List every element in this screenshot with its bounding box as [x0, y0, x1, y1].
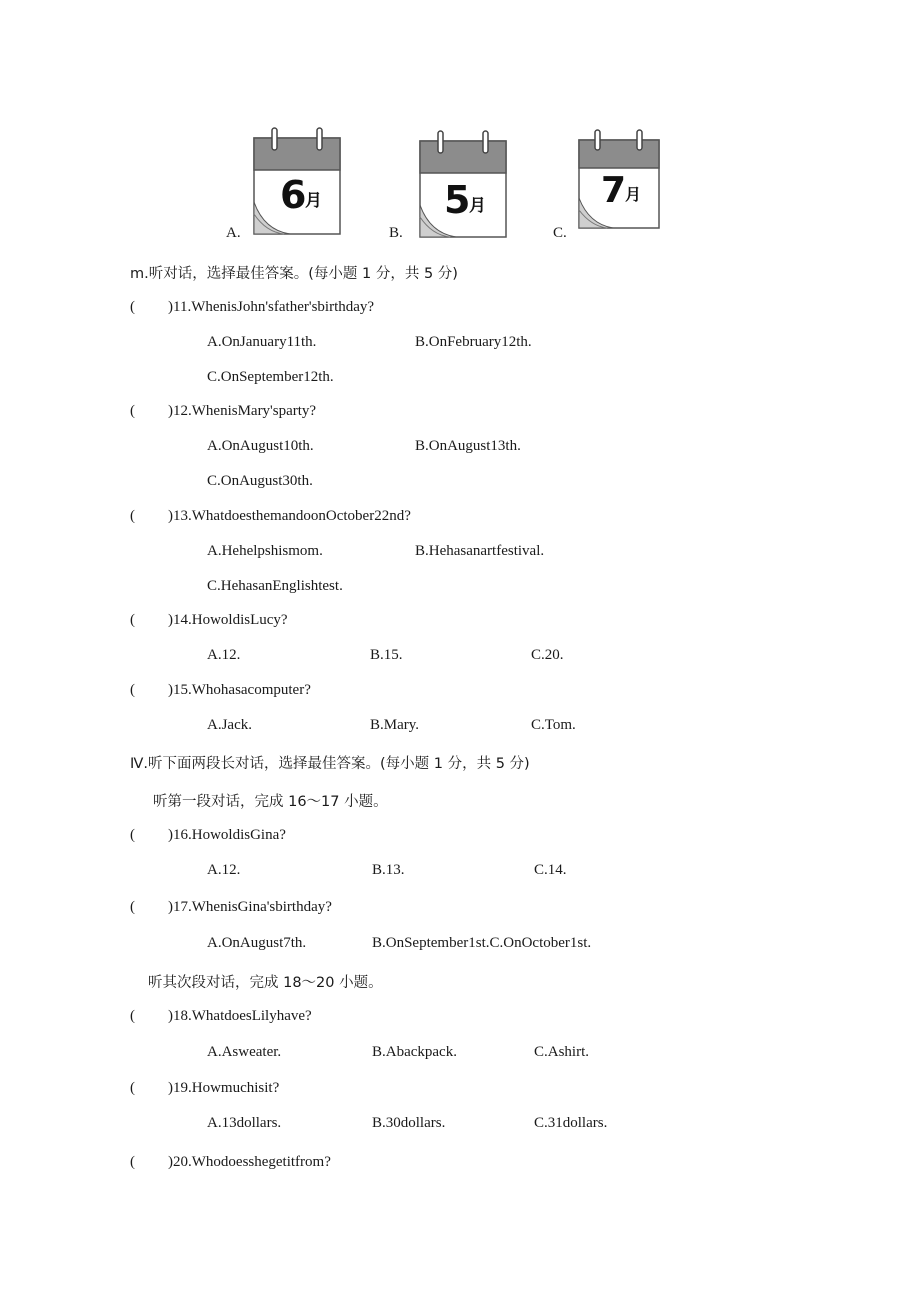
- option-c: C.Tom.: [531, 717, 576, 733]
- calendar-icon-c: [575, 124, 665, 232]
- calendar-icon-b: [416, 125, 511, 240]
- option-b: B.15.: [370, 647, 403, 663]
- option-c: C.OnSeptember12th.: [207, 369, 334, 385]
- option-a: A.Jack.: [207, 717, 252, 733]
- option-c: C.OnAugust30th.: [207, 473, 313, 489]
- question-text: 20.Whodoesshegetitfrom?: [173, 1154, 331, 1170]
- option-b: B.OnFebruary12th.: [415, 334, 532, 350]
- calendar-label-a: A.: [226, 225, 241, 241]
- answer-blank-close: ): [168, 299, 173, 315]
- question-text: 11.WhenisJohn'sfather'sbirthday?: [173, 299, 375, 315]
- answer-blank-close: ): [168, 1080, 173, 1096]
- calendar-a-number: 6: [280, 173, 307, 217]
- calendar-label-b: B.: [389, 225, 403, 241]
- answer-blank-open: (: [130, 1080, 135, 1096]
- answer-blank-open: (: [130, 403, 135, 419]
- option-b: B.OnAugust13th.: [415, 438, 521, 454]
- answer-blank-open: (: [130, 299, 135, 315]
- answer-blank-close: ): [168, 403, 173, 419]
- option-a: A.OnAugust10th.: [207, 438, 314, 454]
- option-c: C.Ashirt.: [534, 1044, 590, 1060]
- answer-blank-close: ): [168, 612, 173, 628]
- sub-instruction-2: 听其次段对话，完成 18～20 小题。: [148, 975, 383, 991]
- option-a: A.13dollars.: [207, 1115, 282, 1131]
- option-a: A.OnAugust7th.: [207, 935, 307, 951]
- question-text: 13.WhatdoesthemandoonOctober22nd?: [173, 508, 411, 524]
- sub-instruction-1: 听第一段对话，完成 16～17 小题。: [153, 794, 388, 810]
- answer-blank-open: (: [130, 1154, 135, 1170]
- answer-blank-close: ): [168, 827, 173, 843]
- question-text: 17.WhenisGina'sbirthday?: [173, 899, 332, 915]
- answer-blank-open: (: [130, 612, 135, 628]
- option-b: B.Abackpack.: [372, 1044, 457, 1060]
- option-b-c: B.OnSeptember1st.C.OnOctober1st.: [372, 935, 592, 951]
- answer-blank-close: ): [168, 1008, 173, 1024]
- answer-blank-open: (: [130, 682, 135, 698]
- answer-blank-close: ): [168, 899, 173, 915]
- answer-blank-open: (: [130, 899, 135, 915]
- question-text: 15.Whohasacomputer?: [173, 682, 311, 698]
- option-a: A.12.: [207, 647, 241, 663]
- answer-blank-open: (: [130, 1008, 135, 1024]
- calendar-icon-a: [250, 122, 345, 237]
- calendar-b-number: 5: [444, 178, 471, 222]
- question-text: 14.HowoldisLucy?: [173, 612, 288, 628]
- section-4-heading: Ⅳ.听下面两段长对话，选择最佳答案。(每小题 1 分，共 5 分): [130, 756, 530, 772]
- option-c: C.31dollars.: [534, 1115, 608, 1131]
- section-3-heading: m.听对话，选择最佳答案。(每小题 1 分，共 5 分): [130, 266, 458, 282]
- option-b: B.Mary.: [370, 717, 420, 733]
- option-b: B.13.: [372, 862, 405, 878]
- answer-blank-close: ): [168, 508, 173, 524]
- calendar-c-unit: 月: [625, 185, 642, 204]
- calendar-c-number: 7: [601, 170, 627, 211]
- question-text: 18.WhatdoesLilyhave?: [173, 1008, 312, 1024]
- option-b: B.Hehasanartfestival.: [415, 543, 545, 559]
- option-c: C.20.: [531, 647, 564, 663]
- option-c: C.HehasanEnglishtest.: [207, 578, 343, 594]
- calendar-b-unit: 月: [469, 196, 486, 216]
- option-a: A.OnJanuary11th.: [207, 334, 317, 350]
- question-text: 19.Howmuchisit?: [173, 1080, 280, 1096]
- calendar-a-unit: 月: [305, 191, 322, 211]
- question-text: 12.WhenisMary'sparty?: [173, 403, 317, 419]
- option-c: C.14.: [534, 862, 567, 878]
- answer-blank-close: ): [168, 682, 173, 698]
- answer-blank-open: (: [130, 827, 135, 843]
- option-a: A.12.: [207, 862, 241, 878]
- answer-blank-close: ): [168, 1154, 173, 1170]
- calendar-label-c: C.: [553, 225, 567, 241]
- answer-blank-open: (: [130, 508, 135, 524]
- option-a: A.Hehelpshismom.: [207, 543, 323, 559]
- option-b: B.30dollars.: [372, 1115, 446, 1131]
- question-text: 16.HowoldisGina?: [173, 827, 286, 843]
- option-a: A.Asweater.: [207, 1044, 282, 1060]
